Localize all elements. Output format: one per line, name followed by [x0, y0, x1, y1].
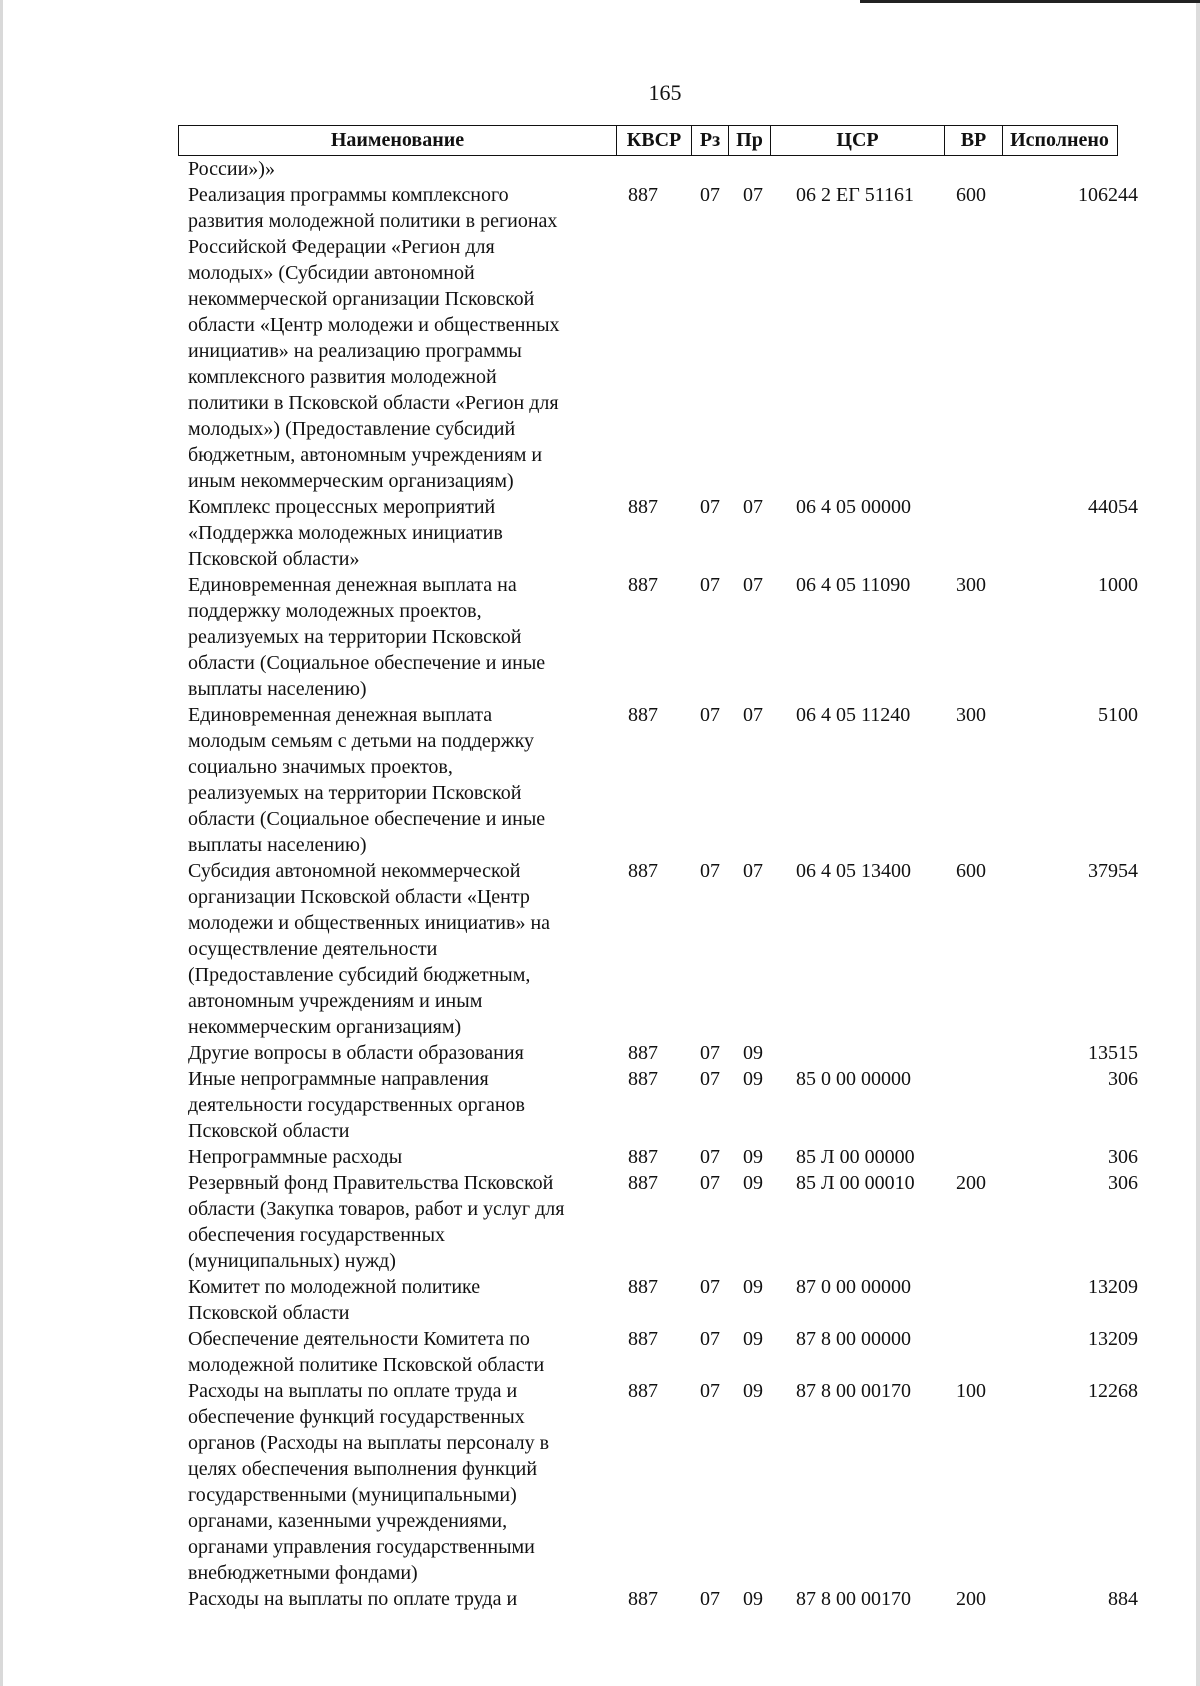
row-csr: 85 Л 00 00010 — [796, 1172, 915, 1194]
header-name: Наименование — [330, 129, 465, 151]
row-executed: 13209 — [1088, 1328, 1138, 1350]
row-name: России»)» — [188, 158, 275, 180]
row-executed: 13209 — [1088, 1276, 1138, 1298]
row-vr: 200 — [956, 1172, 986, 1194]
row-executed: 12268 — [1088, 1380, 1138, 1402]
scan-edge-top — [860, 0, 1200, 3]
row-pr: 09 — [743, 1328, 763, 1350]
page-number: 165 — [648, 80, 682, 105]
row-csr: 85 Л 00 00000 — [796, 1146, 915, 1168]
header-kvsr: КВСР — [616, 126, 691, 155]
row-rz: 07 — [700, 1172, 720, 1194]
scan-edge-right — [1196, 0, 1200, 1686]
row-rz: 07 — [700, 1588, 720, 1610]
table-row — [178, 1378, 1138, 1586]
row-rz: 07 — [700, 1068, 720, 1090]
row-kvsr: 887 — [628, 860, 658, 882]
header-rz: Рз — [691, 126, 728, 155]
row-executed: 106244 — [1078, 184, 1138, 206]
row-kvsr: 887 — [628, 1172, 658, 1194]
row-csr: 06 4 05 11090 — [796, 574, 911, 596]
header-pr: Пр — [728, 126, 770, 155]
row-name: Непрограммные расходы — [188, 1146, 403, 1168]
row-csr: 87 8 00 00170 — [796, 1380, 911, 1402]
row-kvsr: 887 — [628, 496, 658, 518]
table-row — [178, 1066, 1138, 1144]
row-vr: 200 — [956, 1588, 986, 1610]
table-row — [178, 1170, 1138, 1274]
row-name: Иные непрограммные направления деятельности государственных органов Псковской области — [188, 1068, 525, 1142]
row-executed: 306 — [1108, 1068, 1138, 1090]
table-row — [178, 156, 1138, 182]
row-kvsr: 887 — [628, 184, 658, 206]
row-pr: 09 — [743, 1172, 763, 1194]
row-executed: 1000 — [1098, 574, 1138, 596]
header-csr: ЦСР — [770, 126, 944, 155]
row-csr: 06 2 ЕГ 51161 — [796, 184, 915, 206]
table-row — [178, 494, 1138, 572]
row-vr: 100 — [956, 1380, 986, 1402]
row-name: Комитет по молодежной политике Псковской области — [188, 1276, 481, 1324]
table-row — [178, 858, 1138, 1040]
table-row — [178, 182, 1138, 494]
row-csr: 87 8 00 00170 — [796, 1588, 911, 1610]
row-kvsr: 887 — [628, 1042, 658, 1064]
row-pr: 09 — [743, 1588, 763, 1610]
row-kvsr: 887 — [628, 704, 658, 726]
row-name: Расходы на выплаты по оплате труда и обеспечение функций государственных органов (Расходы на выплаты персоналу в целях обеспечения выполнения функций государственными (муниципальными) органами, казенными учреждениями, органами управления государственными внебюджетными фондами) — [188, 1380, 550, 1584]
table-row — [178, 1326, 1138, 1378]
scan-edge-left — [0, 0, 3, 1686]
row-executed: 5100 — [1098, 704, 1138, 726]
row-kvsr: 887 — [628, 1068, 658, 1090]
row-rz: 07 — [700, 1146, 720, 1168]
row-name: Единовременная денежная выплата молодым семьям с детьми на поддержку социально значимых проектов, реализуемых на территории Псковской области (Социальное обеспечение и иные выплаты населению) — [188, 704, 546, 856]
row-name: Субсидия автономной некоммерческой организации Псковской области «Центр молодежи и общественных инициатив» на осуществление деятельности (Предоставление субсидий бюджетным, автономным учреждениям и иным некоммерческим организациям) — [188, 860, 551, 1038]
row-rz: 07 — [700, 496, 720, 518]
row-rz: 07 — [700, 1276, 720, 1298]
row-kvsr: 887 — [628, 1146, 658, 1168]
row-vr: 300 — [956, 704, 986, 726]
row-pr: 09 — [743, 1068, 763, 1090]
row-name: Единовременная денежная выплата на поддержку молодежных проектов, реализуемых на территории Псковской области (Социальное обеспечение и иные выплаты населению) — [188, 574, 546, 700]
row-kvsr: 887 — [628, 1380, 658, 1402]
row-executed: 306 — [1108, 1172, 1138, 1194]
row-vr: 600 — [956, 860, 986, 882]
row-name: Комплекс процессных мероприятий «Поддержка молодежных инициатив Псковской области» — [188, 496, 503, 570]
table-row — [178, 572, 1138, 702]
row-rz: 07 — [700, 184, 720, 206]
row-name: Обеспечение деятельности Комитета по молодежной политике Псковской области — [188, 1328, 545, 1376]
row-vr: 600 — [956, 184, 986, 206]
row-name: Расходы на выплаты по оплате труда и — [188, 1588, 518, 1610]
header-executed: Исполнено — [1002, 126, 1116, 155]
row-name: Другие вопросы в области образования — [188, 1042, 524, 1064]
table-header — [178, 125, 1118, 156]
row-executed: 37954 — [1088, 860, 1138, 882]
row-kvsr: 887 — [628, 1328, 658, 1350]
row-executed: 44054 — [1088, 496, 1138, 518]
row-csr: 87 8 00 00000 — [796, 1328, 911, 1350]
row-pr: 07 — [743, 860, 763, 882]
row-name: Реализация программы комплексного развития молодежной политики в регионах Российской Федерации «Регион для молодых» (Субсидии автономной некоммерческой организации Псковской области «Центр молодежи и общественных инициатив» на реализацию программы комплексного развития молодежной политики в Псковской области «Регион для молодых») (Предоставление субсидий бюджетным, автономным учреждениям и иным некоммерческим организациям) — [188, 184, 560, 492]
row-pr: 07 — [743, 184, 763, 206]
row-kvsr: 887 — [628, 1588, 658, 1610]
table-row — [178, 1144, 1138, 1170]
row-pr: 09 — [743, 1276, 763, 1298]
row-rz: 07 — [700, 1380, 720, 1402]
row-pr: 07 — [743, 496, 763, 518]
row-pr: 07 — [743, 574, 763, 596]
row-rz: 07 — [700, 574, 720, 596]
table-row — [178, 1586, 1138, 1612]
row-name: Резервный фонд Правительства Псковской области (Закупка товаров, работ и услуг для обеспечения государственных (муниципальных) нужд) — [188, 1172, 565, 1272]
row-pr: 09 — [743, 1146, 763, 1168]
row-rz: 07 — [700, 860, 720, 882]
budget-table — [178, 156, 1138, 1612]
row-pr: 07 — [743, 704, 763, 726]
table-row — [178, 1274, 1138, 1326]
row-pr: 09 — [743, 1380, 763, 1402]
row-kvsr: 887 — [628, 574, 658, 596]
row-rz: 07 — [700, 1042, 720, 1064]
row-kvsr: 887 — [628, 1276, 658, 1298]
header-vr: ВР — [944, 126, 1002, 155]
row-executed: 13515 — [1088, 1042, 1138, 1064]
row-csr: 87 0 00 00000 — [796, 1276, 911, 1298]
row-csr: 06 4 05 13400 — [796, 860, 911, 882]
table-row — [178, 1040, 1138, 1066]
row-executed: 306 — [1108, 1146, 1138, 1168]
row-vr: 300 — [956, 574, 986, 596]
row-csr: 06 4 05 11240 — [796, 704, 911, 726]
table-row — [178, 702, 1138, 858]
row-csr: 85 0 00 00000 — [796, 1068, 911, 1090]
row-rz: 07 — [700, 704, 720, 726]
row-csr: 06 4 05 00000 — [796, 496, 911, 518]
row-pr: 09 — [743, 1042, 763, 1064]
row-executed: 884 — [1108, 1588, 1138, 1610]
row-rz: 07 — [700, 1328, 720, 1350]
